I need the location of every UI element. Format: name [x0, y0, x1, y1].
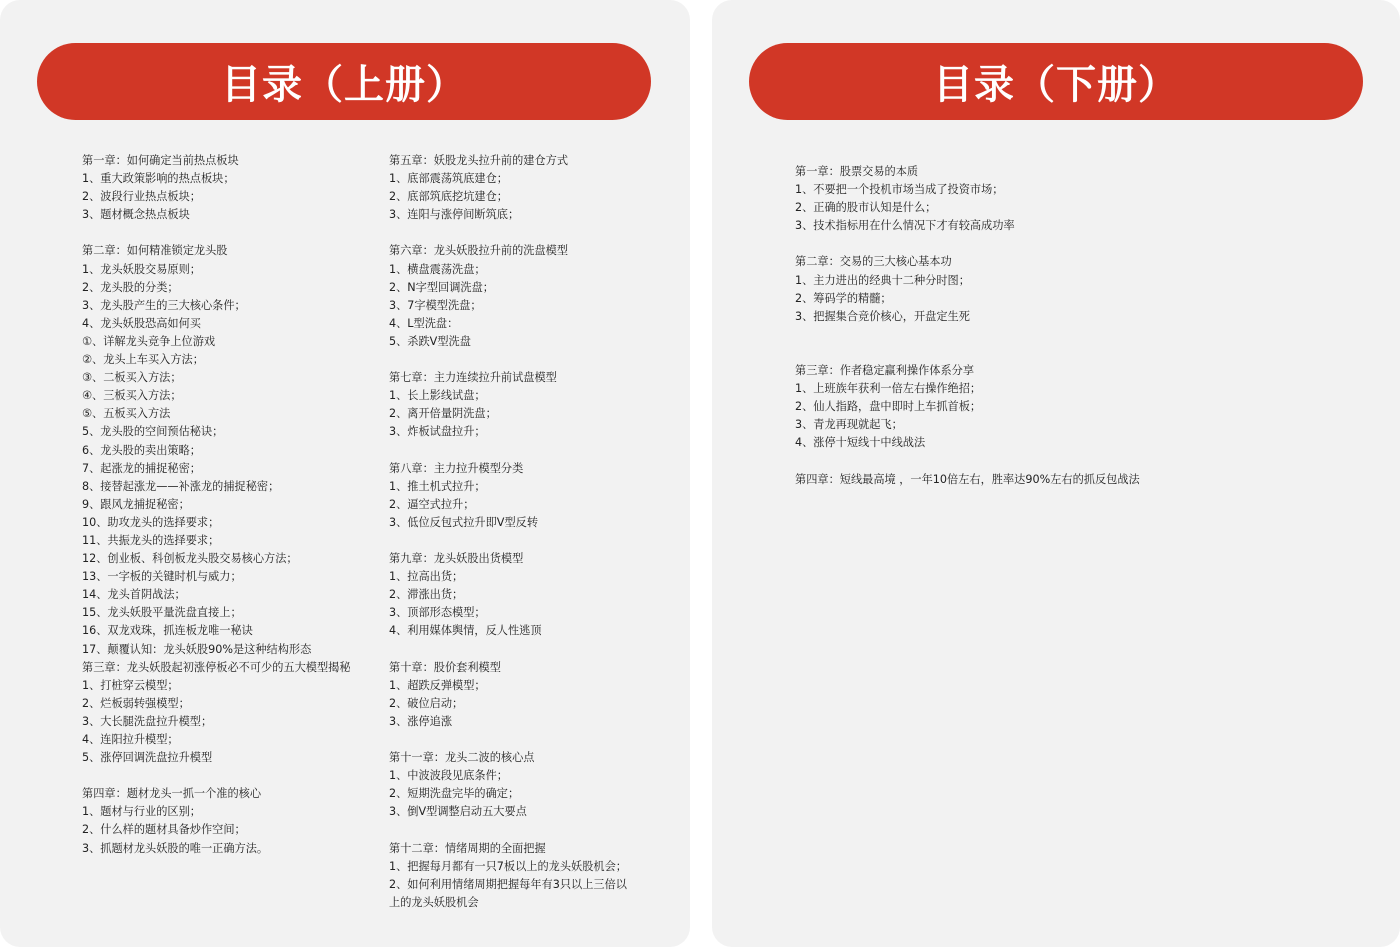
toc-item: 1、主力进出的经典十二种分时图；: [795, 273, 970, 287]
toc-item: 1、横盘震荡洗盘；: [389, 262, 486, 276]
toc-chapter-heading: 第二章：如何精准锁定龙头股: [82, 244, 228, 258]
toc-chapter-heading: 第一章：如何确定当前热点板块: [82, 154, 239, 167]
toc-chapter-heading: 第二章：交易的三大核心基本功: [795, 255, 952, 269]
toc-item: 17、颠覆认知：龙头妖股90%是这种结构形态: [82, 642, 312, 656]
toc-item: 2、如何利用情绪周期把握每年有3只以上三倍以: [389, 877, 627, 891]
toc-item: 2、仙人指路，盘中即时上车抓首板；: [795, 400, 982, 414]
toc-item: 2、波段行业热点板块；: [82, 190, 201, 204]
toc-volume-2-column-1: [795, 163, 1140, 489]
toc-item: 2、烂板弱转强模型；: [82, 696, 190, 710]
toc-item: 3、大长腿洗盘拉升模型；: [82, 714, 213, 728]
toc-chapter-heading: 第九章：龙头妖股出货模型: [389, 552, 524, 566]
toc-item: 3、炸板试盘拉升；: [389, 425, 486, 439]
toc-item: 1、重大政策影响的热点板块；: [82, 172, 235, 186]
spacer: [389, 532, 627, 550]
toc-item: 1、上班族年获利一倍左右操作绝招；: [795, 382, 982, 396]
toc-item: 6、龙头股的卖出策略；: [82, 443, 201, 457]
spacer: [795, 326, 1140, 362]
toc-item: 5、龙头股的空间预估秘诀；: [82, 425, 224, 439]
toc-volume-1-column-2: [389, 152, 627, 912]
spacer: [82, 767, 351, 785]
spacer: [389, 821, 627, 839]
toc-chapter-heading: 第十一章：龙头二波的核心点: [389, 751, 535, 765]
toc-item: 1、龙头妖股交易原则；: [82, 262, 201, 276]
toc-item: 1、长上影线试盘；: [389, 389, 486, 403]
spacer: [389, 224, 627, 242]
toc-item: 4、龙头妖股恐高如何买: [82, 316, 201, 330]
toc-item: 1、不要把一个投机市场当成了投资市场；: [795, 183, 1004, 197]
toc-item: 2、破位启动；: [389, 696, 464, 710]
toc-item: 1、推土机式拉升；: [389, 479, 486, 493]
toc-item: 3、连阳与涨停间断筑底；: [389, 208, 520, 222]
spacer: [389, 351, 627, 369]
toc-item: 2、短期洗盘完毕的确定；: [389, 787, 520, 801]
toc-item: 2、筹码学的精髓；: [795, 291, 892, 305]
toc-item: 上的龙头妖股机会: [389, 895, 479, 909]
toc-item: 2、离开倍量阴洗盘；: [389, 407, 497, 421]
toc-item: 3、青龙再现就起飞；: [795, 418, 903, 432]
toc-item: 16、双龙戏珠，抓连板龙唯一秘诀: [82, 624, 253, 638]
toc-chapter-heading: 第七章：主力连续拉升前试盘模型: [389, 371, 557, 385]
toc-item: 1、打桩穿云模型；: [82, 678, 179, 692]
toc-item: 1、底部震荡筑底建仓；: [389, 172, 508, 186]
toc-item: ⑤、五板买入方法: [82, 407, 171, 421]
toc-item: 3、技术指标用在什么情况下才有较高成功率: [795, 219, 1015, 233]
toc-item: 4、L型洗盘：: [389, 316, 459, 330]
toc-chapter-heading: 第四章：短线最高境 ，一年10倍左右，胜率达90%左右的抓反包战法: [795, 472, 1140, 486]
spacer: [389, 731, 627, 749]
toc-item: 11、共振龙头的选择要求；: [82, 533, 220, 547]
toc-chapter-heading: 第八章：主力拉升模型分类: [389, 461, 524, 475]
toc-item: 15、龙头妖股平量洗盘直接上；: [82, 606, 242, 620]
toc-item: 5、涨停回调洗盘拉升模型: [82, 751, 213, 765]
spacer: [389, 442, 627, 460]
toc-item: 2、正确的股市认知是什么；: [795, 201, 937, 215]
toc-item: 2、滞涨出货；: [389, 588, 464, 602]
toc-item: 4、利用媒体舆情，反人性逃顶: [389, 624, 542, 638]
toc-volume-1-panel: [0, 0, 690, 947]
toc-item: 3、7字模型洗盘；: [389, 298, 482, 312]
toc-item: 1、拉高出货；: [389, 570, 464, 584]
toc-chapter-heading: 第十章：股价套利模型: [389, 660, 501, 674]
toc-item: 12、创业板、科创板龙头股交易核心方法；: [82, 552, 298, 566]
toc-volume-1-column-1: [82, 152, 351, 858]
toc-item: 1、把握每月都有一只7板以上的龙头妖股机会；: [389, 859, 627, 873]
toc-chapter-heading: 第一章：股票交易的本质: [795, 165, 919, 178]
toc-item: 3、涨停追涨: [389, 714, 453, 728]
spacer: [795, 453, 1140, 471]
toc-item: 2、底部筑底挖坑建仓；: [389, 190, 508, 204]
toc-item: 3、顶部形态模型；: [389, 606, 486, 620]
toc-item: 9、跟风龙捕捉秘密；: [82, 497, 190, 511]
toc-item: 8、接替起涨龙——补涨龙的捕捉秘密；: [82, 479, 280, 493]
toc-item: 7、起涨龙的捕捉秘密；: [82, 461, 201, 475]
toc-item: 14、龙头首阴战法；: [82, 588, 186, 602]
toc-item: 2、N字型回调洗盘；: [389, 280, 494, 294]
toc-item: ②、龙头上车买入方法；: [82, 353, 204, 367]
toc-chapter-heading: 第三章：龙头妖股起初涨停板必不可少的五大模型揭秘: [82, 660, 351, 674]
toc-chapter-heading: 第三章：作者稳定赢利操作体系分享: [795, 364, 975, 378]
toc-item: ③、二板买入方法；: [82, 371, 182, 385]
toc-item: 13、一字板的关键时机与威力；: [82, 570, 242, 584]
toc-item: 10、助攻龙头的选择要求；: [82, 515, 220, 529]
toc-item: 3、倒V型调整启动五大要点: [389, 805, 527, 819]
toc-chapter-heading: 第五章：妖股龙头拉升前的建仓方式: [389, 154, 569, 167]
toc-volume-1-title: 目录（上册）: [37, 43, 651, 120]
toc-item: ①、详解龙头竞争上位游戏: [82, 334, 216, 348]
toc-item: 3、抓题材龙头妖股的唯一正确方法。: [82, 841, 269, 855]
toc-item: 3、低位反包式拉升即V型反转: [389, 515, 539, 529]
toc-item: 2、龙头股的分类；: [82, 280, 179, 294]
toc-item: 3、把握集合竞价核心，开盘定生死: [795, 309, 970, 323]
toc-volume-2-title: 目录（下册）: [749, 43, 1363, 120]
toc-item: 4、涨停十短线十中线战法: [795, 436, 926, 450]
toc-item: 2、什么样的题材具备炒作空间；: [82, 823, 246, 837]
toc-item: 5、杀跌V型洗盘: [389, 334, 471, 348]
toc-chapter-heading: 第十二章：情绪周期的全面把握: [389, 841, 546, 855]
spacer: [82, 224, 351, 242]
toc-item: 1、题材与行业的区别；: [82, 805, 201, 819]
toc-item: 2、逼空式拉升；: [389, 497, 475, 511]
toc-chapter-heading: 第四章：题材龙头一抓一个准的核心: [82, 787, 262, 801]
spacer: [389, 641, 627, 659]
spacer: [795, 235, 1140, 253]
toc-item: 4、连阳拉升模型；: [82, 733, 179, 746]
toc-volume-2-panel: [712, 0, 1400, 947]
toc-item: 3、题材概念热点板块: [82, 208, 190, 222]
toc-item: ④、三板买入方法；: [82, 389, 182, 403]
toc-item: 1、超跌反弹模型；: [389, 678, 486, 692]
toc-item: 3、龙头股产生的三大核心条件；: [82, 298, 246, 312]
toc-item: 1、中波波段见底条件；: [389, 769, 508, 783]
toc-chapter-heading: 第六章：龙头妖股拉升前的洗盘模型: [389, 244, 569, 258]
